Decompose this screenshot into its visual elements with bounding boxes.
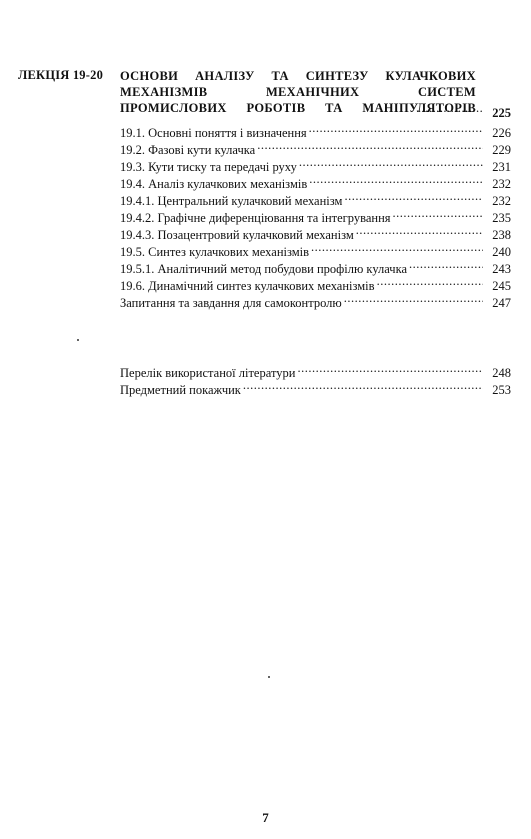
lecture-label: ЛЕКЦІЯ 19-20: [18, 68, 104, 82]
toc-entry-page: 248: [492, 366, 511, 380]
toc-entry-label: Предметний покажчик: [120, 383, 241, 397]
toc-entry-label: 19.4.3. Позацентровий кулачковий механізм: [120, 228, 354, 242]
toc-entry-page: 245: [492, 279, 511, 293]
toc-entry: [120, 154, 511, 174]
toc-entry-label: Запитання та завдання для самоконтролю: [120, 296, 342, 310]
toc-entry: [120, 171, 511, 191]
toc-entry-page: 231: [492, 160, 511, 174]
lecture-title-line-1: ОСНОВИ АНАЛІЗУ ТА СИНТЕЗУ КУЛАЧКОВИХ: [120, 69, 476, 83]
lecture-title-page: 225: [492, 106, 511, 120]
toc-entry-label: 19.4. Аналіз кулачкових механізмів: [120, 177, 308, 191]
toc-entry: [120, 256, 511, 276]
toc-entry-dots: [309, 171, 483, 188]
toc-entry: [120, 222, 511, 242]
toc-entry-dots: [243, 377, 483, 394]
toc-entry: [120, 239, 511, 259]
toc-entry-label: 19.5. Синтез кулачкових механізмів: [120, 245, 310, 259]
lecture-title-line-2: МЕХАНІЗМІВ МЕХАНІЧНИХ СИСТЕМ: [120, 85, 476, 99]
print-speck: [77, 339, 79, 341]
toc-entry-label: Перелік використаної літератури: [120, 366, 296, 380]
toc-entry-page: 226: [492, 126, 511, 140]
toc-entry-page: 229: [492, 143, 511, 157]
toc-entry: [120, 273, 511, 293]
toc-entry: [120, 120, 511, 140]
toc-entry-label: 19.4.1. Центральний кулачковий механізм: [120, 194, 343, 208]
toc-entry-label: 19.3. Кути тиску та передачі руху: [120, 160, 297, 174]
toc-entry-label: 19.5.1. Аналітичний метод побудови профілю кулачка: [120, 262, 408, 276]
toc-entry-dots: [257, 137, 483, 154]
toc-entry-page: 243: [492, 262, 511, 276]
toc-entry-dots: [344, 290, 483, 307]
toc-entry-page: 232: [492, 177, 511, 191]
toc-entry-page: 247: [492, 296, 511, 310]
toc-entry: [120, 290, 511, 310]
print-speck: [268, 676, 270, 678]
toc-entry-label: 19.4.2. Графічне диференціювання та інтегрування: [120, 211, 391, 225]
toc-entry-page: 235: [492, 211, 511, 225]
toc-entry-label: 19.6. Динамічний синтез кулачкових механізмів: [120, 279, 375, 293]
toc-entry: [120, 188, 511, 208]
toc-entry-label: 19.2. Фазові кути кулачка: [120, 143, 256, 157]
toc-entry-dots: [393, 205, 483, 222]
toc-entry-dots: [311, 239, 483, 256]
toc-entry: [120, 205, 511, 225]
toc-entry-label: 19.1. Основні поняття і визначення: [120, 126, 307, 140]
toc-appendix-entry: [120, 360, 511, 380]
toc-appendix-entry: [120, 377, 511, 397]
toc-entry-page: 253: [492, 383, 511, 397]
toc-entry-dots: [297, 360, 483, 377]
toc-entry-dots: [377, 273, 483, 290]
lecture-title: [120, 68, 476, 116]
toc-entry-dots: [309, 120, 483, 137]
toc-entry-dots: [409, 256, 483, 273]
toc-entry-dots: [344, 188, 483, 205]
page-number: 7: [262, 810, 269, 825]
toc-entry-dots: [299, 154, 483, 171]
toc-entry: [120, 137, 511, 157]
toc-entry-page: 232: [492, 194, 511, 208]
toc-entry-dots: [356, 222, 483, 239]
lecture-title-line-3: ПРОМИСЛОВИХ РОБОТІВ ТА МАНІПУЛЯТОРІВ: [120, 101, 476, 115]
toc-entry-page: 240: [492, 245, 511, 259]
toc-entry-page: 238: [492, 228, 511, 242]
